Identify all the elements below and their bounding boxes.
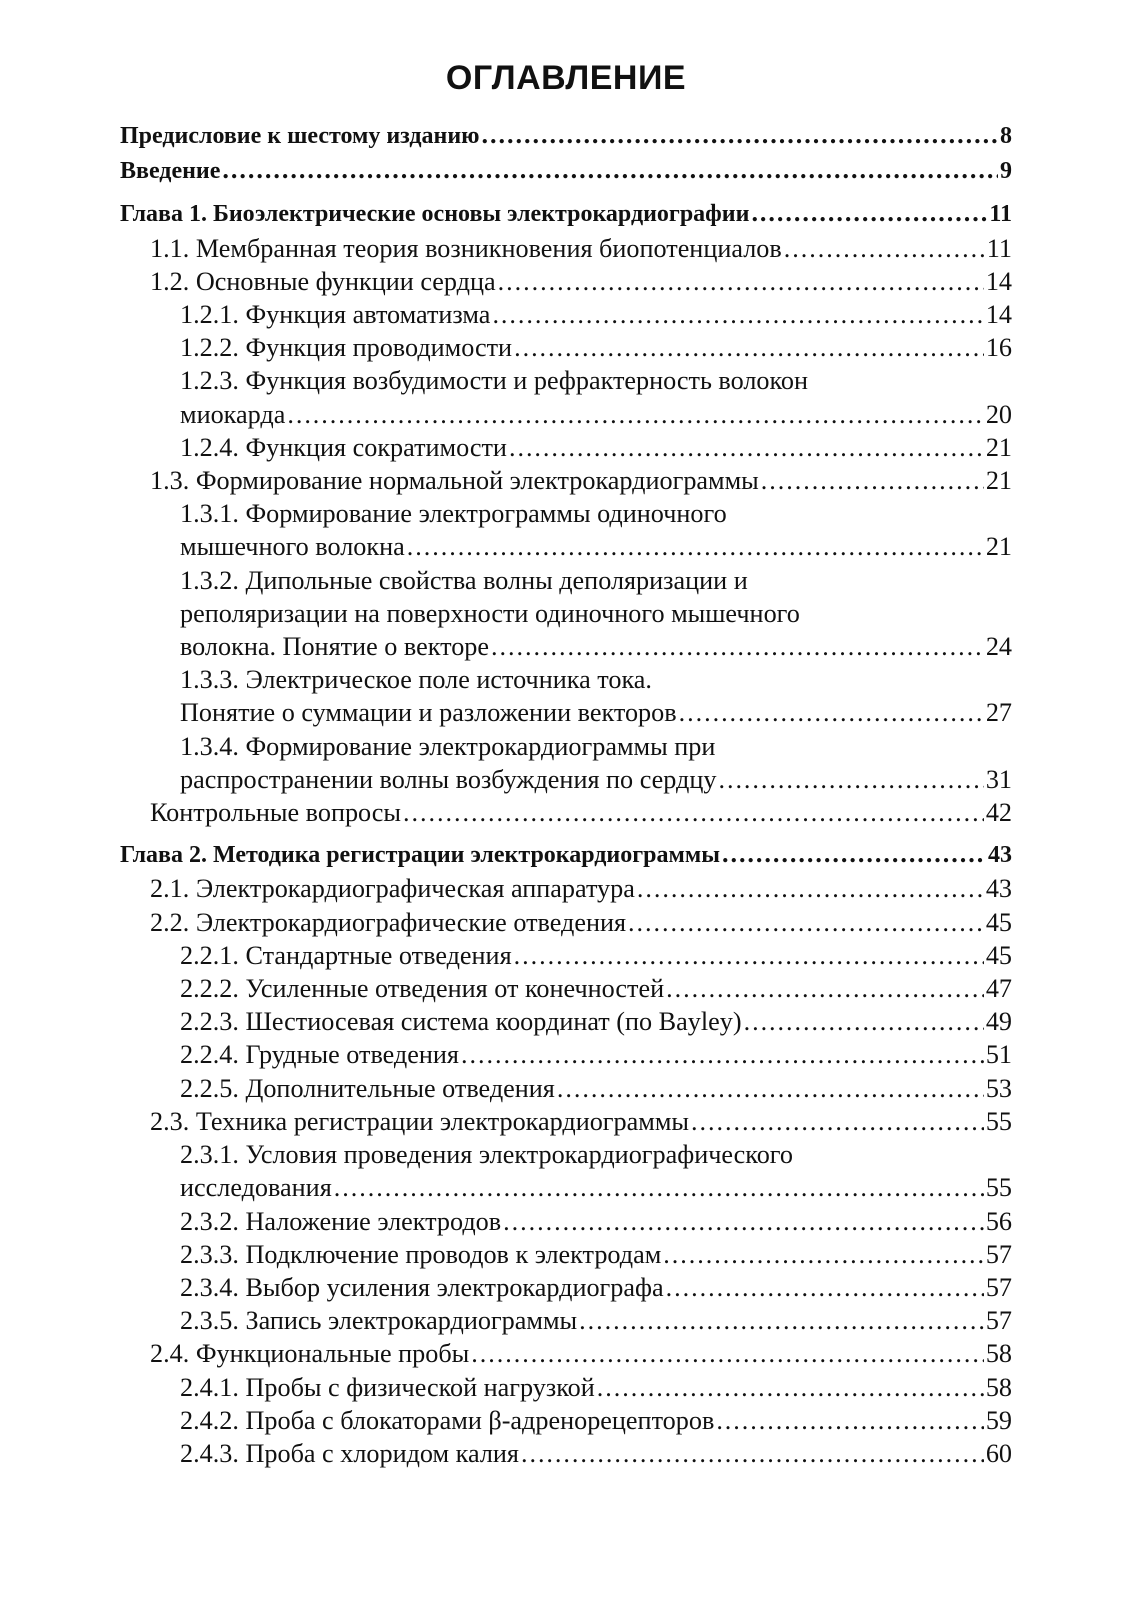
toc-page-number: 20	[985, 399, 1012, 429]
toc-entry-row	[180, 696, 1012, 729]
toc-entry-row	[120, 196, 1012, 231]
toc-entry-row	[120, 153, 1012, 188]
dot-leader	[514, 331, 984, 364]
toc-entry-text: 2.3.5. Запись электрокардиограммы	[180, 1306, 578, 1336]
toc-page-number: 55	[985, 1106, 1012, 1136]
toc-entry	[120, 1371, 1012, 1404]
toc-entry-row	[180, 1371, 1012, 1404]
toc-entry	[120, 1038, 1012, 1071]
toc-entry	[120, 796, 1012, 829]
toc-entry	[120, 1238, 1012, 1271]
toc-entry	[120, 564, 1012, 664]
toc-entry	[120, 1072, 1012, 1105]
toc-entry-row	[180, 298, 1012, 331]
toc-page-number: 24	[985, 632, 1012, 662]
toc-entry-text: Понятие о суммации и разложении векторов	[180, 698, 677, 728]
toc-page-number: 21	[985, 532, 1012, 562]
dot-leader	[637, 872, 984, 905]
toc-entry-text: 1.2.4. Функция сократимости	[180, 432, 507, 462]
toc-entry-row	[180, 1238, 1012, 1271]
toc-entry	[120, 331, 1012, 364]
toc-entry-text: исследования	[180, 1173, 332, 1203]
toc-entry	[120, 1205, 1012, 1238]
toc-entry-row	[180, 972, 1012, 1005]
toc-entry-text: 2.2.4. Грудные отведения	[180, 1040, 459, 1070]
toc-entry-text: волокна. Понятие о векторе	[180, 632, 490, 662]
toc-entry-row	[150, 1105, 1012, 1138]
toc-entry-row	[180, 1437, 1012, 1470]
toc-entry	[120, 1271, 1012, 1304]
toc-entry-row	[120, 118, 1012, 153]
toc-entry-text: Предисловие к шестому изданию	[120, 123, 480, 149]
toc-page-number: 42	[985, 798, 1012, 828]
toc-entry	[120, 1105, 1012, 1138]
toc-page-number: 45	[985, 940, 1012, 970]
toc-entry-row	[180, 763, 1012, 796]
toc-page-number: 14	[985, 300, 1012, 330]
dot-leader	[784, 232, 985, 265]
toc-entry-row	[180, 1404, 1012, 1437]
toc-entry-row	[180, 1072, 1012, 1105]
dot-leader	[761, 464, 984, 497]
toc-page-number: 56	[985, 1206, 1012, 1236]
page-title: ОГЛАВЛЕНИЕ	[445, 59, 687, 97]
dot-leader	[482, 118, 998, 151]
toc-entry	[120, 232, 1012, 265]
toc-entry	[120, 1437, 1012, 1470]
toc-entry-text: 2.4. Функциональные пробы	[150, 1339, 470, 1369]
toc-entry	[120, 1304, 1012, 1337]
toc-entry-text: 2.3.3. Подключение проводов к электродам	[180, 1239, 662, 1269]
dot-leader	[691, 1105, 984, 1138]
toc-entry-text: 2.3.4. Выбор усиления электрокардиографа	[180, 1272, 664, 1302]
toc-entry-row	[150, 796, 1012, 829]
toc-entry-text: 2.3. Техника регистрации электрокардиограммы	[150, 1106, 690, 1136]
table-of-contents	[120, 118, 1012, 1470]
toc-entry-text: 1.3.1. Формирование электрограммы одиночного	[180, 499, 727, 529]
dot-leader	[222, 153, 998, 186]
toc-entry-text: Глава 1. Биоэлектрические основы электрокардиографии	[120, 201, 750, 228]
toc-page-number: 14	[985, 266, 1012, 296]
dot-leader	[663, 1238, 984, 1271]
toc-entry-text: 2.3.1. Условия проведения электрокардиографического	[180, 1140, 793, 1170]
dot-leader	[287, 398, 983, 431]
toc-page-number: 21	[985, 466, 1012, 496]
toc-entry-row	[150, 464, 1012, 497]
toc-entry-row	[180, 398, 1012, 431]
toc-entry	[120, 431, 1012, 464]
toc-entry-text: 2.3.2. Наложение электродов	[180, 1206, 502, 1236]
toc-entry-text: 1.2.2. Функция проводимости	[180, 333, 513, 363]
toc-page-number: 16	[985, 333, 1012, 363]
toc-page-number: 43	[985, 874, 1012, 904]
toc-entry-row	[180, 331, 1012, 364]
toc-entry-text: 1.3.3. Электрическое поле источника тока.	[180, 665, 652, 695]
toc-page-number: 9	[1000, 158, 1012, 185]
toc-page-number: 11	[986, 233, 1012, 263]
toc-page-number: 27	[985, 698, 1012, 728]
toc-page-number: 57	[985, 1306, 1012, 1336]
toc-page-number: 49	[985, 1007, 1012, 1037]
toc-entry	[120, 298, 1012, 331]
toc-entry-text: 2.2. Электрокардиографические отведения	[150, 907, 627, 937]
toc-entry-row	[150, 265, 1012, 298]
toc-page-number: 57	[985, 1272, 1012, 1302]
toc-entry	[120, 663, 1012, 729]
toc-entry-text: миокарда	[180, 399, 286, 429]
dot-leader	[751, 196, 987, 229]
toc-entry-row	[180, 1171, 1012, 1204]
dot-leader	[557, 1072, 984, 1105]
toc-entry	[120, 939, 1012, 972]
toc-page-number: 60	[985, 1438, 1012, 1468]
toc-entry-text: 2.2.2. Усиленные отведения от конечностей	[180, 974, 665, 1004]
toc-entry	[120, 265, 1012, 298]
toc-entry-row	[150, 1337, 1012, 1370]
toc-page-number: 8	[1000, 123, 1012, 149]
toc-entry	[120, 464, 1012, 497]
toc-chapter-entry	[120, 196, 1012, 231]
toc-entry-text: 2.2.1. Стандартные отведения	[180, 940, 512, 970]
dot-leader	[628, 906, 984, 939]
toc-entry-text: 1.2.1. Функция автоматизма	[180, 300, 491, 330]
toc-entry-row	[180, 431, 1012, 464]
toc-page-number: 58	[985, 1339, 1012, 1369]
toc-page-number: 43	[988, 842, 1012, 869]
dot-leader	[666, 1271, 984, 1304]
toc-entry-row	[120, 837, 1012, 872]
dot-leader	[579, 1304, 984, 1337]
toc-entry-text: Контрольные вопросы	[150, 798, 402, 828]
toc-page-number: 21	[985, 432, 1012, 462]
toc-entry-row	[180, 1304, 1012, 1337]
toc-page-number: 45	[985, 907, 1012, 937]
toc-page-number: 58	[985, 1372, 1012, 1402]
toc-entry-row	[180, 939, 1012, 972]
dot-leader	[597, 1371, 984, 1404]
dot-leader	[679, 696, 984, 729]
toc-entry	[120, 1138, 1012, 1204]
toc-entry	[120, 1005, 1012, 1038]
dot-leader	[744, 1005, 984, 1038]
toc-entry-row	[180, 1271, 1012, 1304]
toc-entry	[120, 872, 1012, 905]
toc-entry	[120, 1337, 1012, 1370]
dot-leader	[509, 431, 984, 464]
dot-leader	[521, 1437, 984, 1470]
dot-leader	[461, 1038, 984, 1071]
toc-page-number: 53	[985, 1073, 1012, 1103]
toc-entry-text: Введение	[120, 158, 221, 185]
dot-leader	[718, 763, 983, 796]
toc-entry-row	[150, 906, 1012, 939]
toc-entry-text: 2.2.3. Шестиосевая система координат (по Bayley)	[180, 1007, 742, 1037]
toc-entry-text: Глава 2. Методика регистрации электрокардиограммы	[120, 842, 720, 869]
toc-entry-text: 2.4.2. Проба с блокаторами β-адренорецепторов	[180, 1405, 715, 1435]
dot-leader	[403, 796, 984, 829]
toc-page-number: 59	[985, 1405, 1012, 1435]
dot-leader	[471, 1337, 984, 1370]
toc-entry-row	[180, 1005, 1012, 1038]
toc-chapter-entry	[120, 153, 1012, 188]
toc-entry	[120, 972, 1012, 1005]
dot-leader	[503, 1205, 984, 1238]
dot-leader	[334, 1171, 984, 1204]
toc-entry-row	[180, 1038, 1012, 1071]
toc-entry	[120, 1404, 1012, 1437]
toc-entry	[120, 730, 1012, 796]
toc-page-number: 51	[985, 1040, 1012, 1070]
toc-chapter-entry	[120, 118, 1012, 153]
dot-leader	[492, 298, 983, 331]
dot-leader	[407, 530, 984, 563]
toc-entry-text: мышечного волокна	[180, 532, 405, 562]
toc-entry-text: 2.4.1. Пробы с физической нагрузкой	[180, 1372, 595, 1402]
toc-entry-text: 2.1. Электрокардиографическая аппаратура	[150, 874, 635, 904]
dot-leader	[716, 1404, 984, 1437]
dot-leader	[491, 630, 984, 663]
toc-entry	[120, 906, 1012, 939]
toc-entry-text: распространении волны возбуждения по сердцу	[180, 764, 717, 794]
toc-entry-text: реполяризации на поверхности одиночного мышечного	[180, 598, 800, 628]
toc-entry	[120, 497, 1012, 563]
toc-entry-text: 1.2. Основные функции сердца	[150, 266, 496, 296]
dot-leader	[514, 939, 984, 972]
toc-page-number: 11	[989, 201, 1012, 228]
dot-leader	[498, 265, 984, 298]
toc-entry-text: 1.3.2. Дипольные свойства волны деполяризации и	[180, 565, 748, 595]
toc-entry-text: 2.2.5. Дополнительные отведения	[180, 1073, 555, 1103]
toc-page-number: 31	[985, 764, 1012, 794]
toc-entry-text: 2.4.3. Проба с хлоридом калия	[180, 1438, 519, 1468]
dot-leader	[666, 972, 984, 1005]
toc-chapter-entry	[120, 837, 1012, 872]
toc-entry-row	[150, 872, 1012, 905]
toc-entry-row	[150, 232, 1012, 265]
toc-page-number: 55	[985, 1173, 1012, 1203]
toc-entry-text: 1.3.4. Формирование электрокардиограммы при	[180, 731, 716, 761]
toc-page-number: 57	[985, 1239, 1012, 1269]
toc-entry-row	[180, 1205, 1012, 1238]
toc-entry-text: 1.2.3. Функция возбудимости и рефрактерность волокон	[180, 366, 809, 396]
toc-entry-text: 1.3. Формирование нормальной электрокардиограммы	[150, 466, 759, 496]
toc-entry-row	[180, 630, 1012, 663]
toc-entry-text: 1.1. Мембранная теория возникновения биопотенциалов	[150, 233, 782, 263]
toc-page-number: 47	[985, 974, 1012, 1004]
toc-entry	[120, 364, 1012, 430]
toc-entry-row	[180, 530, 1012, 563]
dot-leader	[722, 837, 986, 870]
